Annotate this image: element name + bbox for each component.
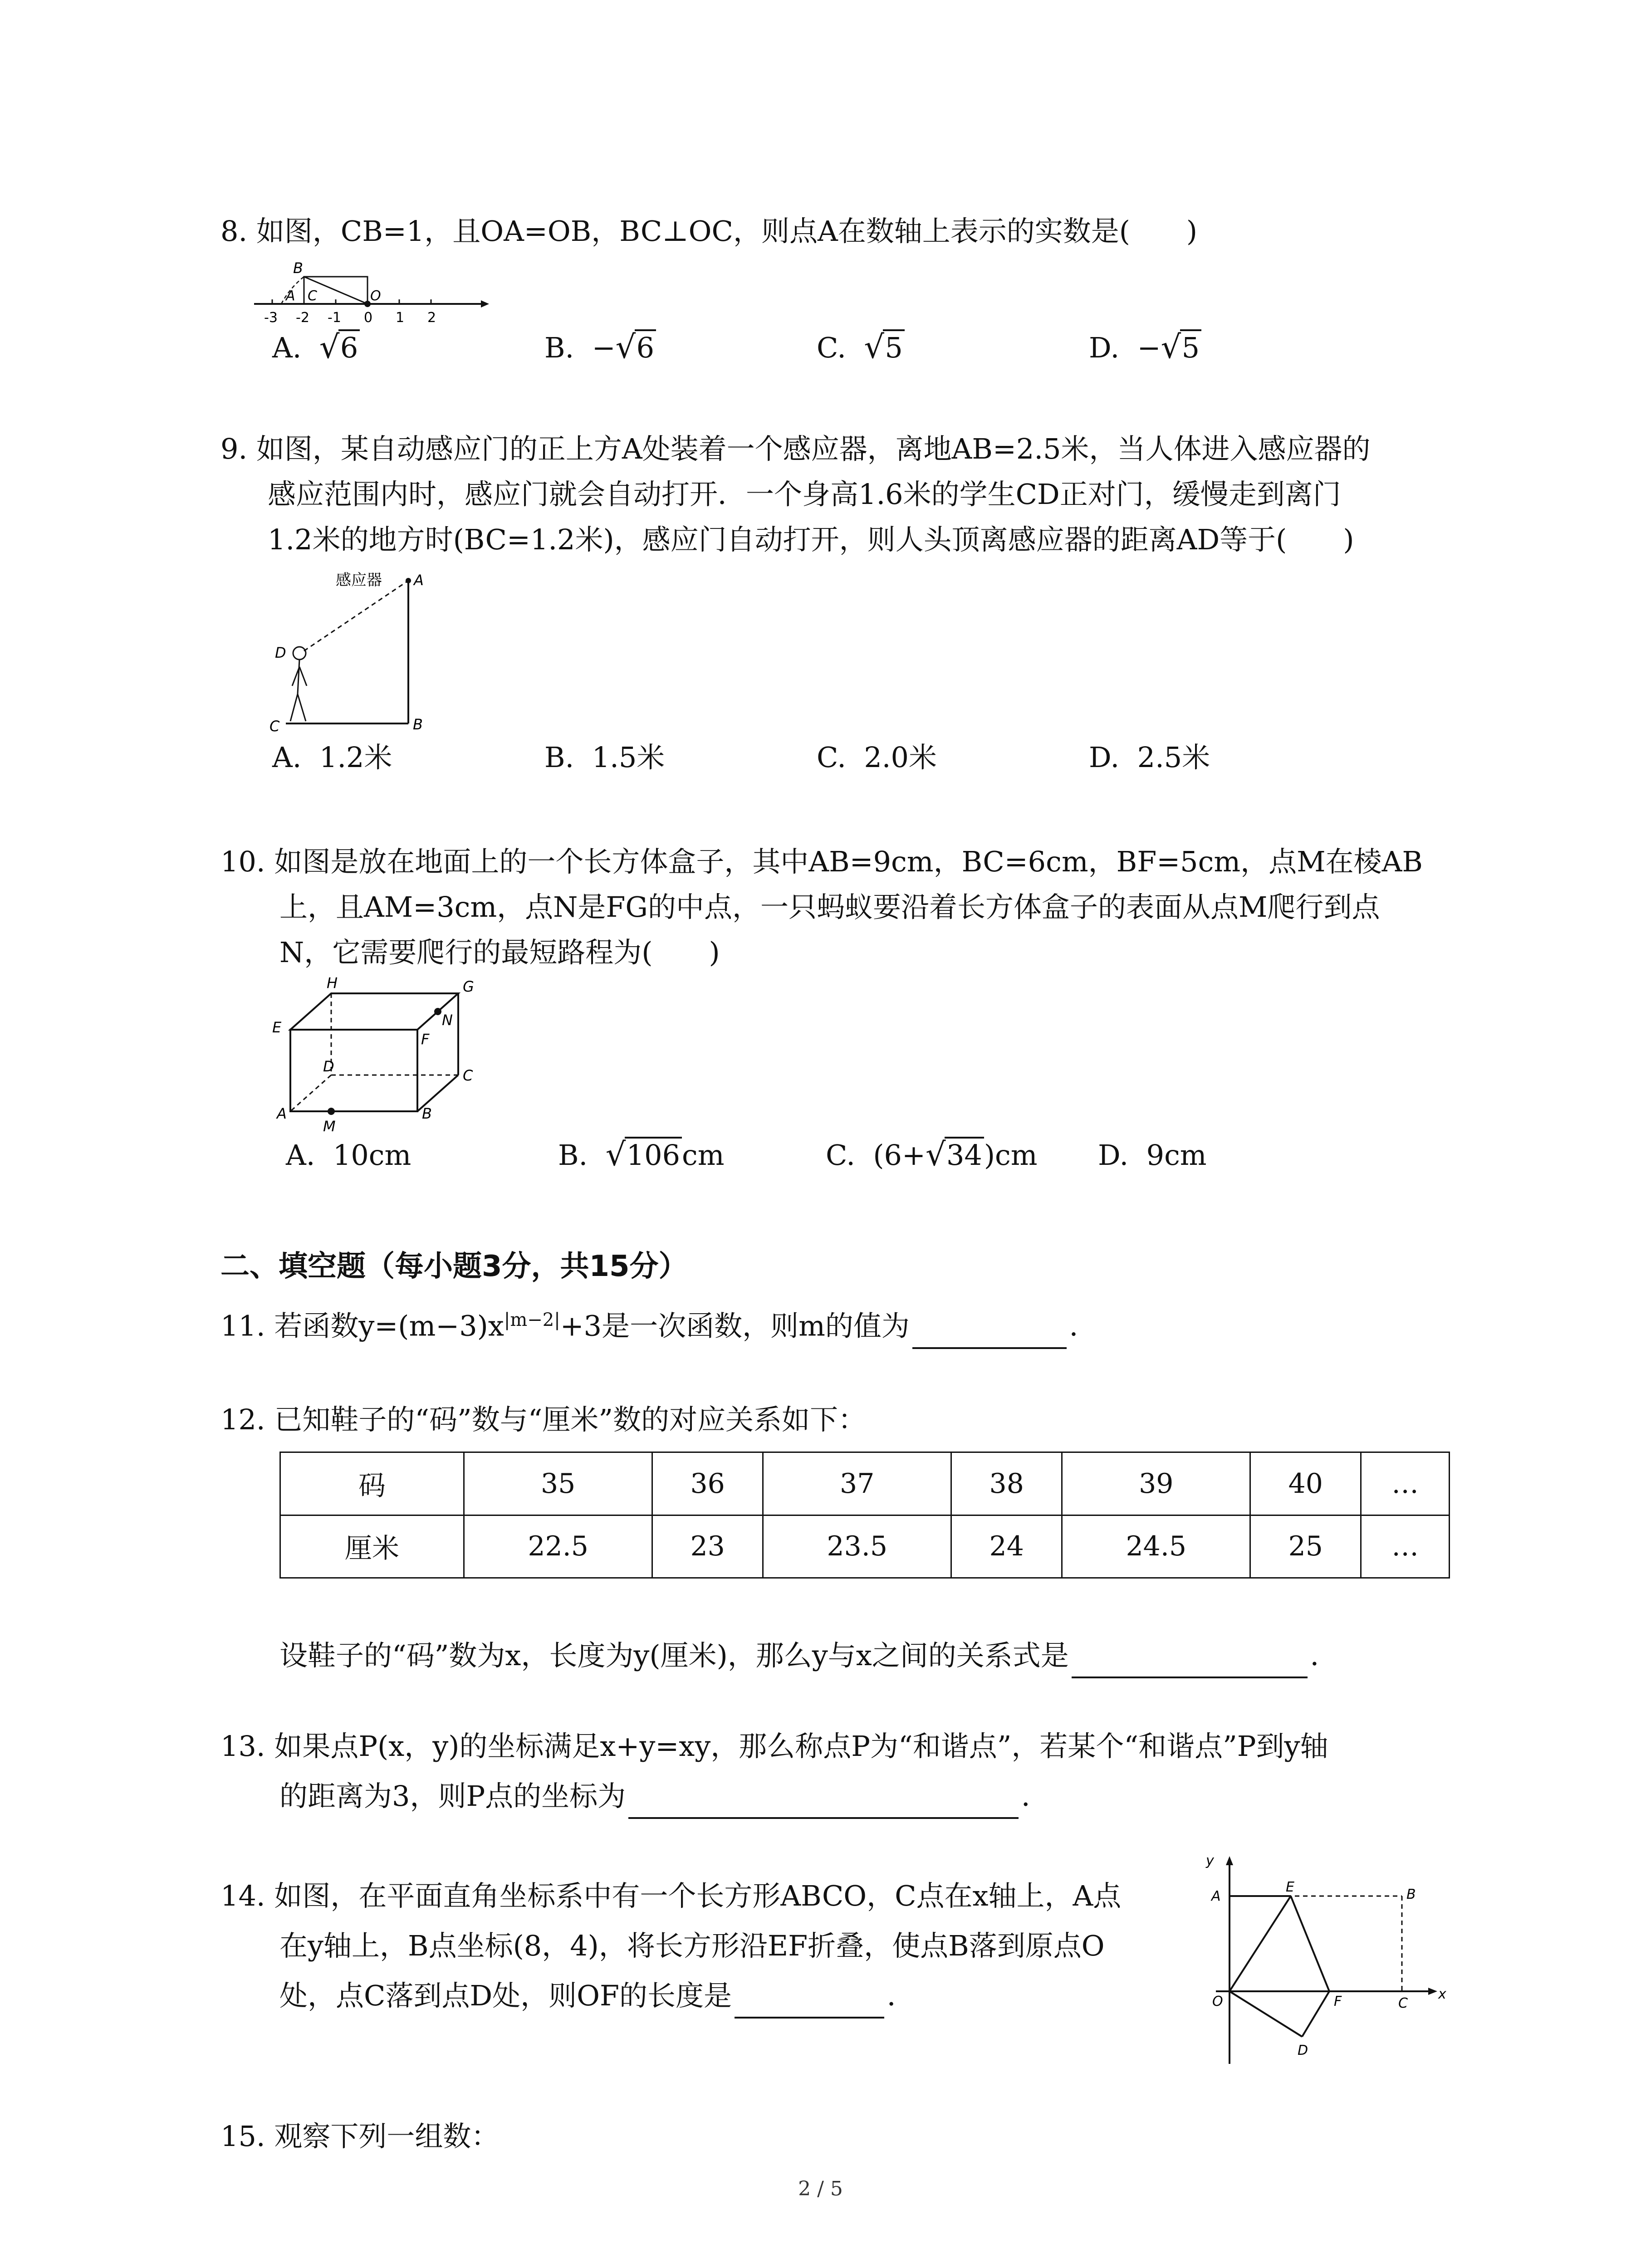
fig10-label-B: B: [422, 1105, 432, 1122]
fig14-label-E: E: [1286, 1879, 1294, 1895]
cuboid-figure: [272, 975, 508, 1143]
shoe-size-table: [279, 1452, 1450, 1579]
sqrt-symbol: √ 34: [926, 1139, 984, 1172]
answer-blank[interactable]: [628, 1790, 1019, 1819]
fig14-label-A: A: [1211, 1888, 1221, 1904]
fig8-label-A: A: [286, 288, 295, 304]
sqrt-symbol: √ 6: [319, 331, 360, 364]
fig8-label-B: B: [293, 259, 303, 277]
table-row: 厘米 22.5 23 23.5 24 24.5 25 …: [280, 1515, 1450, 1578]
q10-option-c[interactable]: C. (6+√ 34)cm: [826, 1139, 1038, 1172]
question-10-line-3: N，它需要爬行的最短路程为( ): [279, 936, 720, 969]
q10-option-a[interactable]: A. 10cm: [286, 1139, 411, 1172]
fig14-label-O: O: [1212, 1994, 1223, 2009]
fig10-label-H: H: [327, 974, 338, 992]
question-14: 14. 如图，在平面直角坐标系中有一个长方形ABCO，C点在x轴上，A点: [220, 1879, 1122, 1912]
question-number: 9.: [220, 432, 248, 465]
sqrt-symbol: √ 5: [1161, 331, 1201, 364]
fig8-tick-1: 1: [396, 310, 405, 326]
fig10-label-N: N: [442, 1012, 453, 1029]
table-row: 码 35 36 37 38 39 40 …: [280, 1452, 1450, 1515]
fig8-tick--3: -3: [264, 310, 278, 326]
question-number: 12.: [220, 1403, 265, 1436]
fig14-label-C: C: [1398, 1995, 1408, 2011]
coordinate-fold-figure: [1198, 1855, 1452, 2073]
fig10-label-D: D: [323, 1058, 334, 1075]
question-text-line: 如图是放在地面上的一个长方体盒子，其中AB=9cm，BC=6cm，BF=5cm，点M在棱AB: [274, 845, 1423, 878]
fig8-label-C: C: [308, 288, 317, 304]
question-number: 14.: [220, 1879, 265, 1912]
q10-option-b[interactable]: B. √ 106cm: [558, 1139, 725, 1172]
question-9-line-3: 1.2米的地方时(BC=1.2米)，感应门自动打开，则人头顶离感应器的距离AD等于( ): [268, 523, 1354, 556]
fig14-label-F: F: [1334, 1994, 1342, 2009]
q9-option-d[interactable]: D. 2.5米: [1089, 741, 1210, 774]
question-number: 15.: [220, 2120, 265, 2153]
fig8-tick-0: 0: [364, 310, 373, 326]
question-text: 如图，CB=1，且OA=OB，BC⊥OC，则点A在数轴上表示的实数是( ): [256, 215, 1198, 248]
question-9-line-2: 感应范围内时，感应门就会自动打开．一个身高1.6米的学生CD正对门，缓慢走到离门: [268, 478, 1341, 511]
fig14-label-B: B: [1406, 1887, 1416, 1902]
fig10-label-M: M: [323, 1118, 336, 1135]
sqrt-symbol: √ 6: [616, 331, 656, 364]
question-number: 11.: [220, 1309, 265, 1343]
fig8-tick--2: -2: [296, 310, 309, 326]
question-text-line: 如图，某自动感应门的正上方A处装着一个感应器，离地AB=2.5米，当人体进入感应器的: [256, 432, 1371, 465]
question-15: 15. 观察下列一组数：: [220, 2120, 500, 2153]
q8-option-b[interactable]: B. −√ 6: [544, 331, 656, 364]
fig8-tick-2: 2: [427, 310, 436, 326]
answer-blank[interactable]: [912, 1320, 1067, 1349]
fig10-label-E: E: [272, 1019, 282, 1036]
fig10-label-G: G: [463, 978, 474, 995]
fig10-label-C: C: [463, 1067, 473, 1084]
fig14-label-D: D: [1298, 2043, 1308, 2058]
fig14-label-x: x: [1438, 1986, 1446, 2002]
question-12-follow: 设鞋子的“码”数为x，长度为y(厘米)，那么y与x之间的关系式是 ．: [279, 1633, 1338, 1678]
question-9: [220, 426, 1371, 472]
fig9-label-A: A: [414, 572, 424, 589]
sqrt-symbol: √ 106: [606, 1139, 682, 1172]
question-number: 10.: [220, 845, 265, 878]
q8-option-a[interactable]: A. √ 6: [272, 331, 360, 364]
q8-option-d[interactable]: D. −√ 5: [1089, 331, 1201, 364]
fig10-label-F: F: [421, 1031, 430, 1048]
question-11: 11. 若函数$y=(m-3)x^{|m-2|}+3$是一次函数，则m的值为 ．: [220, 1297, 1097, 1349]
fig9-label-B: B: [413, 716, 423, 733]
section-title: 二、填空题（每小题3分，共15分）: [220, 1250, 688, 1283]
fig9-label-D: D: [275, 644, 286, 661]
question-13-line-2: 的距离为3，则P点的坐标为 ．: [279, 1774, 1049, 1819]
q8-option-c[interactable]: C. √ 5: [817, 331, 905, 364]
q9-option-a[interactable]: A. 1.2米: [272, 741, 392, 774]
answer-blank[interactable]: [735, 1989, 884, 2019]
fig9-sensor-label: 感应器: [336, 571, 382, 589]
question-10-line-2: 上，且AM=3cm，点N是FG的中点，一只蚂蚁要沿着长方体盒子的表面从点M爬行到点: [279, 890, 1380, 924]
page-number: 2 / 5: [798, 2177, 843, 2200]
number-line-figure: [254, 254, 490, 331]
q9-option-b[interactable]: B. 1.5米: [544, 741, 665, 774]
answer-blank[interactable]: [1072, 1649, 1308, 1678]
question-number: 8.: [220, 215, 248, 248]
sensor-door-figure: [263, 567, 454, 739]
question-14-line-3: 处，点C落到点D处，则OF的长度是 ．: [279, 1973, 915, 2019]
q9-option-c[interactable]: C. 2.0米: [817, 741, 937, 774]
sqrt-symbol: √ 5: [864, 331, 904, 364]
question-13: 13. 如果点P(x，y)的坐标满足x+y=xy，那么称点P为“和谐点”，若某个“和谐点”P到y轴: [220, 1730, 1328, 1763]
fig10-label-A: A: [277, 1105, 287, 1122]
question-8: [220, 209, 1197, 254]
fig14-label-y: y: [1206, 1853, 1214, 1869]
question-14-line-2: 在y轴上，B点坐标(8，4)，将长方形沿EF折叠，使点B落到原点O: [279, 1929, 1105, 1962]
question-number: 13.: [220, 1730, 265, 1763]
question-10: [220, 839, 1423, 885]
fig8-tick--1: -1: [328, 310, 341, 326]
question-12: 12. 已知鞋子的“码”数与“厘米”数的对应关系如下：: [220, 1403, 867, 1436]
q10-option-d[interactable]: D. 9cm: [1098, 1139, 1207, 1172]
fig8-label-O: O: [370, 288, 381, 304]
fig9-label-C: C: [269, 718, 280, 735]
